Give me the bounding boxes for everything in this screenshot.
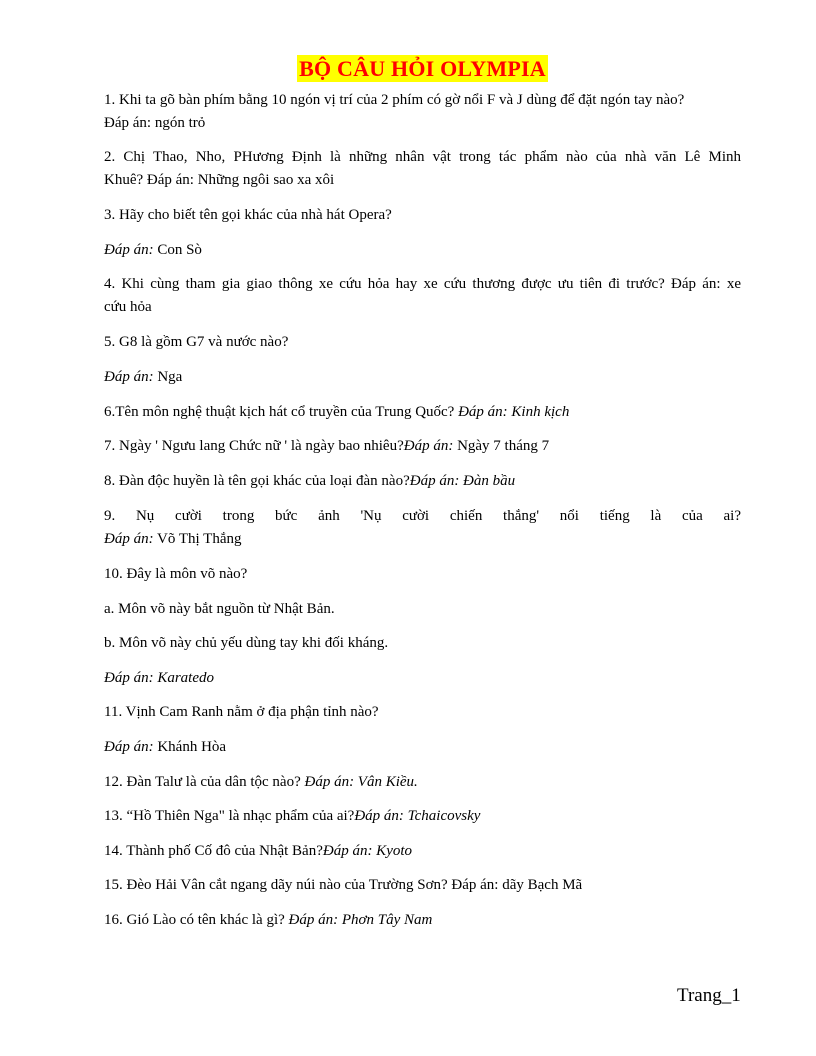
question-11-text: 11. Vịnh Cam Ranh nằm ở địa phận tỉnh nào? xyxy=(104,704,379,720)
question-10-answer: Đáp án: Karatedo xyxy=(104,670,214,686)
question-10-hint-b: b. Môn võ này chủ yếu dùng tay khi đối kháng. xyxy=(104,635,389,651)
question-3-text: 3. Hãy cho biết tên gọi khác của nhà hát Opera? xyxy=(104,207,392,223)
question-1 xyxy=(104,89,741,135)
question-3 xyxy=(104,204,741,227)
question-16-answer: Đáp án: Phơn Tây Nam xyxy=(288,912,433,928)
question-4-text: 4. Khi cùng tham gia giao thông xe cứu hỏa hay xe cứu thương được ưu tiên đi trước? Đáp án: xe xyxy=(104,276,741,292)
question-6-answer: Đáp án: Kinh kịch xyxy=(458,404,570,420)
title-container xyxy=(104,55,741,83)
question-8 xyxy=(104,470,741,493)
question-13-text: 13. “Hồ Thiên Nga" là nhạc phẩm của ai? xyxy=(104,808,355,824)
question-6-text: 6.Tên môn nghệ thuật kịch hát cổ truyền của Trung Quốc? xyxy=(104,404,459,420)
answer-label: Đáp án: xyxy=(104,531,154,547)
answer-value: Khánh Hòa xyxy=(153,739,227,755)
question-7-answer: Ngày 7 tháng 7 xyxy=(453,438,550,454)
question-12 xyxy=(104,771,741,794)
question-3-answer xyxy=(104,239,741,262)
question-5 xyxy=(104,331,741,354)
answer-label: Đáp án: xyxy=(403,438,454,454)
question-10-text: 10. Đây là môn võ nào? xyxy=(104,566,248,582)
question-5-answer xyxy=(104,366,741,389)
question-12-text: 12. Đàn Talư là của dân tộc nào? xyxy=(104,774,305,790)
question-6 xyxy=(104,401,741,424)
question-4-answer: cứu hỏa xyxy=(104,299,152,315)
question-16-text: 16. Gió Lào có tên khác là gì? xyxy=(104,912,289,928)
question-14-answer: Đáp án: Kyoto xyxy=(322,843,413,859)
question-4 xyxy=(104,273,741,319)
question-1-text: 1. Khi ta gõ bàn phím bằng 10 ngón vị trí của 2 phím có gờ nổi F và J dùng để đặt ngón tay nào? xyxy=(104,92,685,108)
question-9-answer xyxy=(104,528,741,551)
question-8-text: 8. Đàn độc huyền là tên gọi khác của loại đàn nào? xyxy=(104,473,410,489)
question-9 xyxy=(104,505,741,551)
question-10-hint-a: a. Môn võ này bắt nguồn từ Nhật Bản. xyxy=(104,601,335,617)
answer-label: Đáp án: xyxy=(104,369,154,385)
page-number: Trang_1 xyxy=(677,985,741,1006)
answer-value: Võ Thị Thắng xyxy=(153,531,242,547)
question-16 xyxy=(104,909,741,932)
question-1-answer: Đáp án: ngón trỏ xyxy=(104,115,206,131)
answer-label: Đáp án: xyxy=(104,242,154,258)
answer-value: Nga xyxy=(153,369,183,385)
answer-value: Con Sò xyxy=(153,242,202,258)
question-9-text: 9. Nụ cười trong bức ảnh 'Nụ cười chiến thắng' nổi tiếng là của ai? xyxy=(104,508,741,524)
question-8-answer: Đáp án: Đàn bầu xyxy=(409,473,516,489)
question-2 xyxy=(104,146,741,192)
document-title: BỘ CÂU HỎI OLYMPIA xyxy=(299,56,546,81)
document-page xyxy=(104,0,741,928)
question-12-answer: Đáp án: Vân Kiều. xyxy=(304,774,418,790)
question-14-text: 14. Thành phố Cố đô của Nhật Bản? xyxy=(104,843,323,859)
question-7 xyxy=(104,435,741,458)
question-15-text: 15. Đèo Hải Vân cắt ngang dãy núi nào của Trường Sơn? Đáp án: dãy Bạch Mã xyxy=(104,877,583,893)
question-2-answer: Khuê? Đáp án: Những ngôi sao xa xôi xyxy=(104,172,335,188)
answer-label: Đáp án: xyxy=(104,739,154,755)
question-13-answer: Đáp án: Tchaicovsky xyxy=(354,808,481,824)
question-2-text: 2. Chị Thao, Nho, PHương Định là những nhân vật trong tác phẩm nào của nhà văn Lê Minh xyxy=(104,149,741,165)
question-7-text: 7. Ngày ' Ngưu lang Chức nữ ' là ngày bao nhiêu? xyxy=(104,438,404,454)
question-13 xyxy=(104,805,741,828)
question-15 xyxy=(104,874,741,897)
question-11-answer xyxy=(104,736,741,759)
question-5-text: 5. G8 là gồm G7 và nước nào? xyxy=(104,334,289,350)
question-14 xyxy=(104,840,741,863)
